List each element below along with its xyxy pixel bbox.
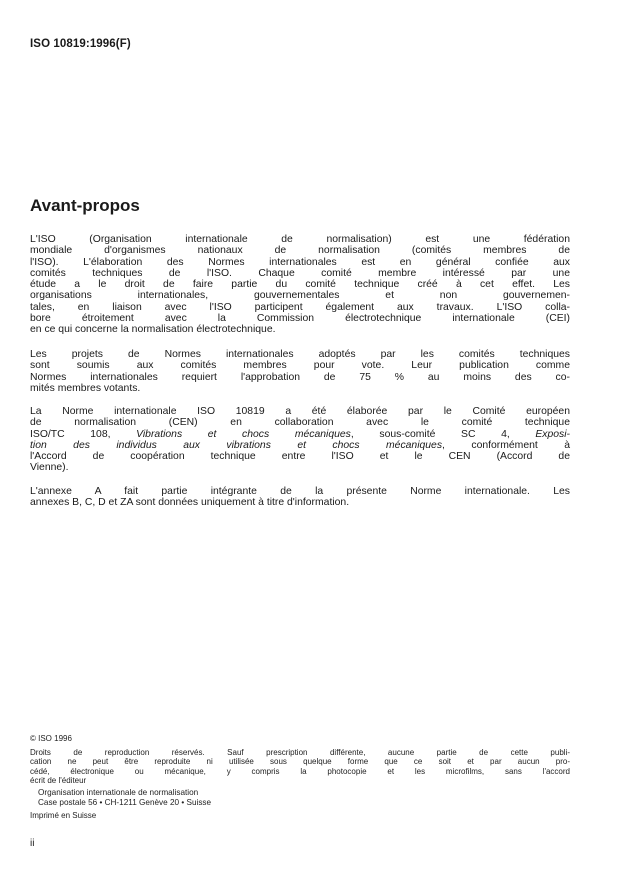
text-segment: ISO/TC 108,: [30, 428, 137, 440]
paragraph-annexes: [30, 486, 570, 509]
text-line: l'Accord de coopération technique entre l'ISO et le CEN (Accord de: [30, 451, 570, 463]
section-title: Avant-propos: [30, 196, 140, 215]
text-line: L'annexe A fait partie intégrante de la présente Norme internationale. Les: [30, 486, 570, 497]
text-line: organisations internationales, gouvernementales et non gouvernemen-: [30, 290, 570, 302]
text-line: [30, 429, 570, 440]
subcommittee-title: Exposi-: [535, 428, 571, 440]
subcommittee-title: tion des individus aux vibrations et chocs mécaniques: [30, 439, 443, 451]
committee-title: Vibrations et chocs mécaniques: [136, 428, 351, 440]
publisher-name: Organisation internationale de normalisation: [38, 788, 199, 797]
text-segment: , sous-comité SC 4,: [350, 428, 536, 440]
printed-in: Imprimé en Suisse: [30, 811, 97, 820]
text-line: L'ISO (Organisation internationale de normalisation) est une fédération: [30, 234, 570, 245]
text-line: mités membres votants.: [30, 382, 141, 394]
page-number: ii: [30, 838, 35, 849]
document-id-header: ISO 10819:1996(F): [30, 38, 131, 50]
text-line: de normalisation (CEN) en collaboration avec le comité technique: [30, 417, 570, 429]
text-line: écrit de l'éditeur: [30, 776, 87, 786]
text-line: cation ne peut être reproduite ni utilisée sous quelque forme que ce soit et par aucun pro-: [30, 757, 570, 767]
text-line: [30, 440, 570, 451]
text-line: comités techniques de l'ISO. Chaque comité membre intéressé par une: [30, 267, 570, 279]
text-line: Les projets de Normes internationales adoptés par les comités techniques: [30, 349, 570, 360]
paragraph-iso-intro: [30, 234, 570, 336]
paragraph-voting: [30, 349, 570, 394]
publisher-address: Case postale 56 • CH-1211 Genève 20 • Suisse: [38, 798, 212, 807]
text-line: bore étroitement avec la Commission électrotechnique internationale (CEI): [30, 313, 570, 325]
text-line: mondiale d'organismes nationaux de normalisation (comités membres de: [30, 245, 570, 257]
text-line: Normes internationales requiert l'approbation de 75 % au moins des co-: [30, 371, 570, 383]
text-line: sont soumis aux comités membres pour vote. Leur publication comme: [30, 360, 570, 372]
text-line: l'ISO). L'élaboration des Normes internationales est en général confiée aux: [30, 256, 570, 268]
reproduction-rights: [30, 748, 570, 786]
text-line: La Norme internationale ISO 10819 a été élaborée par le Comité européen: [30, 406, 570, 417]
text-segment: , conformément à: [442, 439, 570, 451]
text-line: annexes B, C, D et ZA sont données uniquement à titre d'information.: [30, 497, 350, 509]
text-line: Droits de reproduction réservés. Sauf prescription différente, aucune partie de cette publi-: [30, 748, 570, 757]
text-line: en ce qui concerne la normalisation électrotechnique.: [30, 324, 276, 336]
paragraph-elaboration: [30, 406, 570, 474]
copyright-notice: © ISO 1996: [30, 734, 72, 743]
text-line: tales, en liaison avec l'ISO participent également aux travaux. L'ISO colla-: [30, 301, 570, 313]
text-line: étude a le droit de faire partie du comité technique créé à cet effet. Les: [30, 279, 570, 291]
text-line: cédé, électronique ou mécanique, y compris la photocopie et les microfilms, sans l'accord: [30, 766, 570, 776]
text-line: Vienne).: [30, 462, 69, 474]
